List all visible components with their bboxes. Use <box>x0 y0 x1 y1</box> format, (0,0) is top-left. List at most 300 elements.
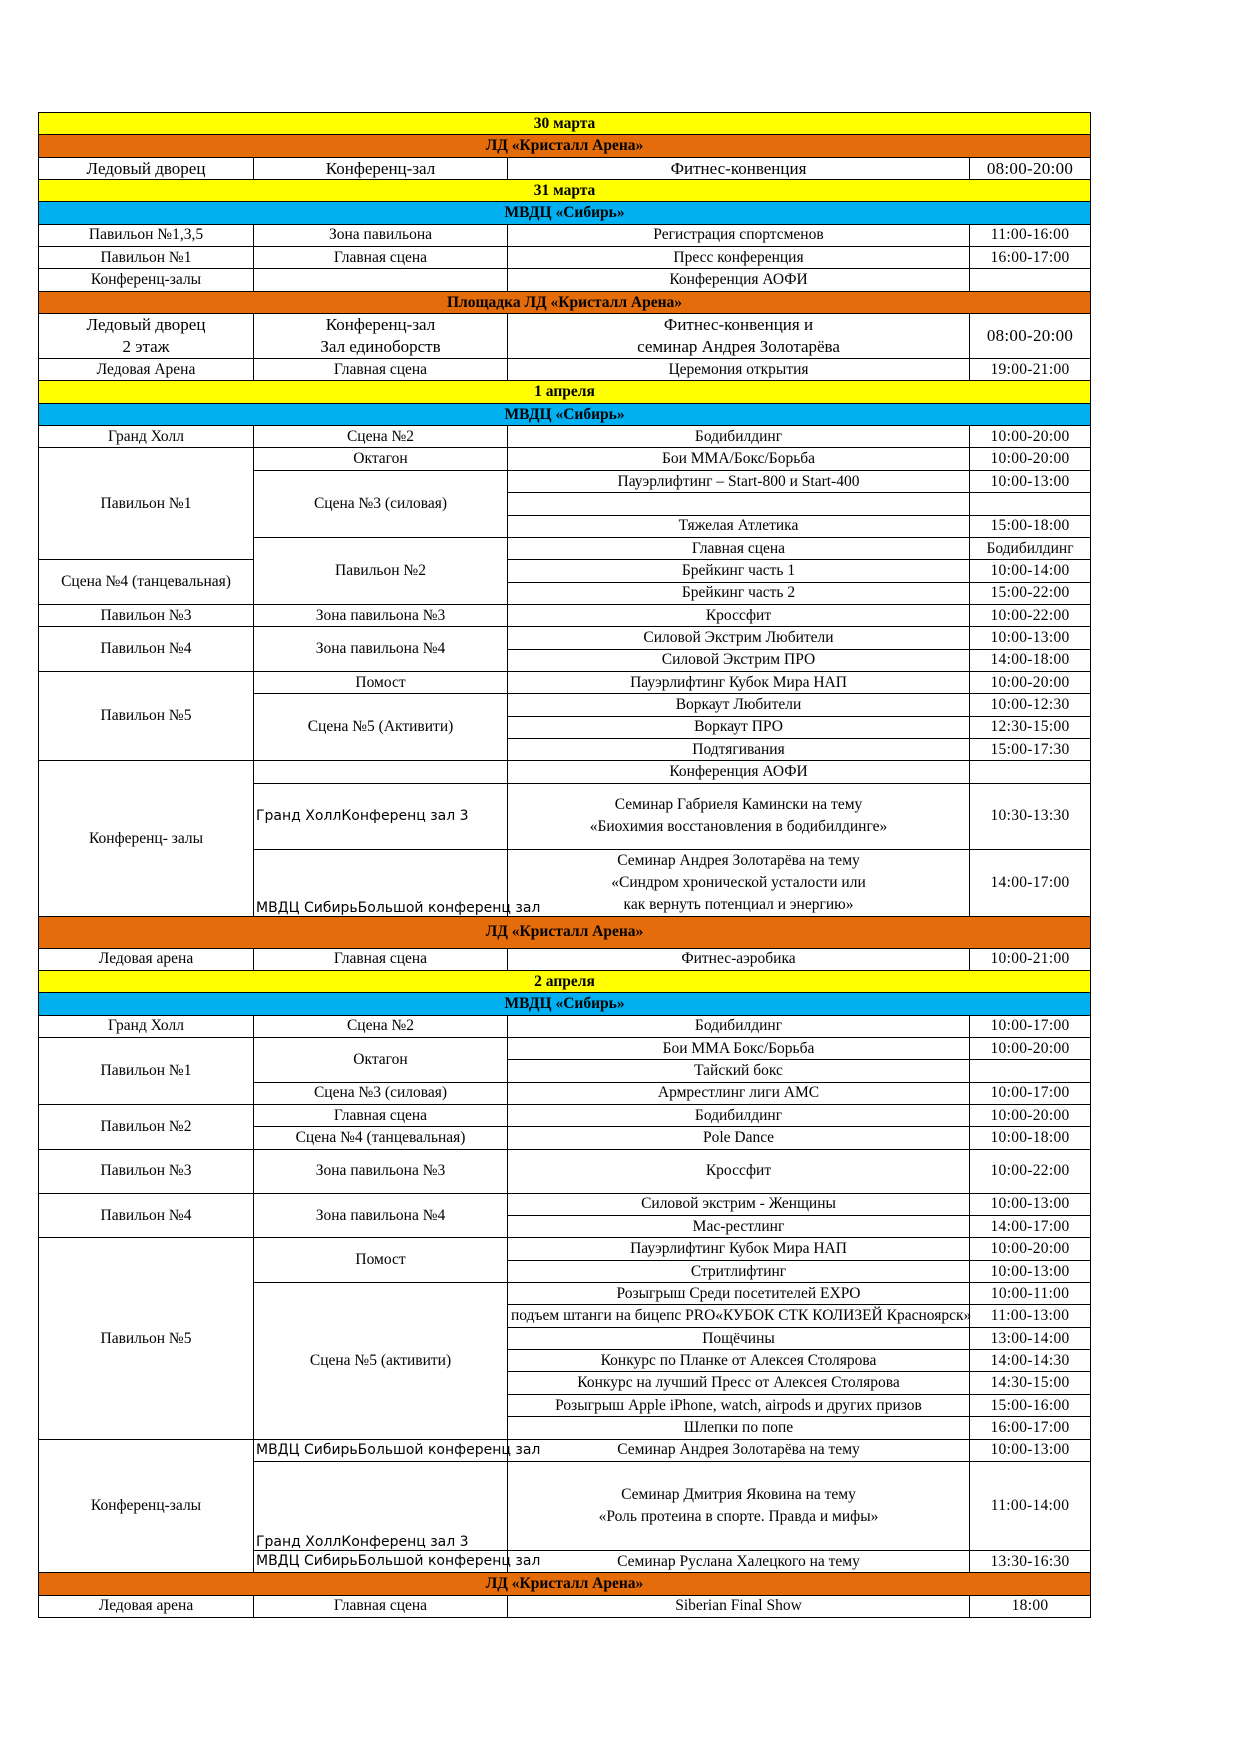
cell-text: 15:00-18:00 <box>990 517 1070 535</box>
cell-text: Павильон №2 <box>100 1117 192 1135</box>
time-cell <box>970 783 1091 849</box>
cell-text: 08:00-20:00 <box>986 158 1074 178</box>
schedule-cell <box>254 359 508 381</box>
schedule-cell <box>508 426 970 448</box>
schedule-cell <box>254 1105 508 1127</box>
cell-text: Сцена №3 (силовая) <box>313 494 448 512</box>
cell-text: Брейкинг часть 1 <box>681 561 796 579</box>
schedule-cell <box>39 157 254 179</box>
cell-text: Зона павильона <box>328 226 433 244</box>
cell-text: 10:00-11:00 <box>990 1284 1070 1302</box>
time-cell <box>970 738 1091 760</box>
cell-text: 2 этаж <box>122 337 170 357</box>
cell-text: Главная сцена <box>691 539 786 557</box>
time-cell <box>970 1216 1091 1238</box>
cell-text: Зона павильона №4 <box>315 640 446 658</box>
schedule-cell <box>39 761 254 916</box>
schedule-cell <box>254 269 508 291</box>
schedule-cell <box>970 537 1091 559</box>
cell-text: Главная сцена <box>333 360 428 378</box>
cell-text: Семинар Руслана Халецкого на тему <box>617 1552 860 1570</box>
schedule-cell <box>508 1149 970 1193</box>
cell-text: Сцена №4 (танцевальная) <box>61 573 231 591</box>
schedule-cell <box>508 1327 970 1349</box>
cell-text: Ледовая арена <box>98 950 194 968</box>
schedule-cell <box>39 671 254 760</box>
schedule-row <box>39 604 1091 626</box>
schedule-cell <box>508 716 970 738</box>
time-cell <box>970 1550 1091 1572</box>
cell-text: 10:00-20:00 <box>990 1240 1070 1258</box>
cell-text: 11:00-13:00 <box>990 1307 1070 1325</box>
schedule-cell <box>254 849 541 916</box>
cell-text: Армрестлинг лиги AMC <box>657 1084 820 1102</box>
cell-text: 10:00-21:00 <box>990 950 1070 968</box>
schedule-cell <box>970 269 1091 291</box>
cell-text: Шлепки по попе <box>683 1418 794 1436</box>
cell-text: Воркаут ПРО <box>694 718 783 736</box>
schedule-row <box>39 1015 1091 1037</box>
schedule-cell <box>254 627 508 672</box>
schedule-cell <box>508 314 970 359</box>
time-cell <box>970 1015 1091 1037</box>
time-cell <box>970 1439 1091 1461</box>
schedule-cell <box>508 269 970 291</box>
time-cell <box>970 157 1091 179</box>
cell-text: Тайский бокс <box>694 1062 783 1080</box>
time-cell <box>970 1149 1091 1193</box>
cell-text: Конференц-залы <box>90 271 202 289</box>
cell-text: 10:00-20:00 <box>990 450 1070 468</box>
time-cell <box>970 1394 1091 1416</box>
cell-text: Павильон №4 <box>100 1206 192 1224</box>
cell-text: Ледовая Арена <box>96 360 196 378</box>
cell-text: 10:00-13:00 <box>990 1441 1070 1459</box>
cell-text: 10:00-20:00 <box>990 427 1070 445</box>
cell-text: 18:00 <box>1011 1597 1049 1615</box>
schedule-cell <box>508 649 970 671</box>
cell-text: Конференц-залы <box>90 1496 202 1514</box>
time-cell <box>970 1350 1091 1372</box>
time-cell <box>970 470 1091 492</box>
schedule-row <box>39 1238 1091 1260</box>
schedule-row <box>39 1595 1091 1617</box>
cell-text: Бодибилдинг <box>694 427 783 445</box>
time-cell <box>970 560 1091 582</box>
date-header: 31 марта <box>39 180 1091 202</box>
cell-text: 14:30-15:00 <box>990 1374 1070 1392</box>
cell-text: Зал единоборств <box>320 337 441 357</box>
cell-text: Ледовый дворец <box>86 158 206 178</box>
cell-text: Павильон №1,3,5 <box>88 226 204 244</box>
cell-text: «Роль протеина в спорте. Правда и мифы» <box>598 1507 879 1525</box>
schedule-row <box>39 761 1091 783</box>
cell-text: Главная сцена <box>333 1106 428 1124</box>
schedule-cell <box>508 1550 970 1572</box>
cell-text: 10:00-17:00 <box>990 1084 1070 1102</box>
time-cell <box>970 649 1091 671</box>
cell-text: 15:00-16:00 <box>990 1396 1070 1414</box>
schedule-cell <box>970 1060 1091 1082</box>
cell-text: Брейкинг часть 2 <box>681 584 796 602</box>
cell-text: Подтягивания <box>692 740 785 758</box>
cell-text: МВДЦ СибирьБольшой конференц зал <box>256 1442 541 1459</box>
time-cell <box>970 582 1091 604</box>
schedule-cell <box>39 247 254 269</box>
schedule-row <box>39 269 1091 291</box>
section-header-row <box>39 202 1091 224</box>
time-cell <box>970 671 1091 693</box>
schedule-cell <box>254 1439 541 1461</box>
schedule-table <box>38 112 1091 1618</box>
cell-text: Октагон <box>353 1050 408 1068</box>
cell-text: Конференц-зал <box>325 315 436 335</box>
cell-text: 10:00-20:00 <box>990 1039 1070 1057</box>
cell-text: Конференц-зал <box>325 158 436 178</box>
cell-text: 10:00-20:00 <box>990 673 1070 691</box>
cell-text: семинар Андрея Золотарёва <box>637 337 840 357</box>
schedule-cell <box>508 1238 970 1260</box>
schedule-row <box>39 224 1091 246</box>
schedule-cell <box>508 1060 970 1082</box>
schedule-cell <box>254 470 508 537</box>
schedule-cell <box>254 1283 508 1439</box>
cell-text: Конкурс по Планке от Алексея Столярова <box>600 1351 877 1369</box>
schedule-cell <box>508 1461 970 1550</box>
time-cell <box>970 1283 1091 1305</box>
schedule-cell <box>254 448 508 470</box>
cell-text: Кроссфит <box>705 1162 772 1180</box>
schedule-row <box>39 948 1091 970</box>
time-cell <box>970 1461 1091 1550</box>
section-header-row <box>39 403 1091 425</box>
section-header-row <box>39 180 1091 202</box>
schedule-row <box>39 448 1091 470</box>
cell-text: Бои MMA/Бокс/Борьба <box>661 450 816 468</box>
schedule-row <box>39 1149 1091 1193</box>
schedule-cell <box>508 1283 970 1305</box>
schedule-row <box>39 157 1091 179</box>
schedule-cell <box>508 537 970 559</box>
cell-text: 10:00-22:00 <box>990 606 1070 624</box>
section-header-row <box>39 970 1091 992</box>
time-cell <box>970 448 1091 470</box>
cell-text: 10:00-13:00 <box>990 1195 1070 1213</box>
cell-text: Кроссфит <box>705 606 772 624</box>
cell-text: Стритлифтинг <box>690 1262 787 1280</box>
cell-text: Siberian Final Show <box>675 1597 802 1615</box>
time-cell <box>970 1193 1091 1215</box>
cell-text: Воркаут Любители <box>675 696 802 714</box>
cell-text: Павильон №3 <box>100 1162 192 1180</box>
cell-text: Фитнес-конвенция и <box>663 315 814 335</box>
schedule-cell <box>508 671 970 693</box>
cell-text: Семинар Дмитрия Яковина на тему <box>621 1485 856 1503</box>
cell-text: Сцена №3 (силовая) <box>313 1084 448 1102</box>
time-cell <box>970 314 1091 359</box>
schedule-row <box>39 671 1091 693</box>
cell-text: Фитнес-аэробика <box>681 950 796 968</box>
time-cell <box>970 224 1091 246</box>
schedule-cell <box>508 1216 970 1238</box>
cell-text: Павильон №4 <box>100 640 192 658</box>
time-cell <box>970 1082 1091 1104</box>
cell-text: 12:30-15:00 <box>990 718 1070 736</box>
schedule-cell <box>970 761 1091 783</box>
cell-text: Конференц- залы <box>88 829 204 847</box>
schedule-cell <box>508 1038 970 1060</box>
schedule-cell <box>508 783 970 849</box>
time-cell <box>970 1327 1091 1349</box>
schedule-cell <box>508 224 970 246</box>
cell-text: 16:00-17:00 <box>990 1418 1070 1436</box>
schedule-cell <box>508 1082 970 1104</box>
cell-text: Павильон №3 <box>100 606 192 624</box>
schedule-cell <box>508 1372 970 1394</box>
cell-text: Павильон №5 <box>100 1329 192 1347</box>
cell-text: Сцена №5 (активити) <box>309 1351 452 1369</box>
schedule-cell <box>254 783 508 849</box>
cell-text: «Биохимия восстановления в бодибилдинге» <box>589 818 888 836</box>
cell-text: Гранд Холл <box>108 1017 184 1035</box>
cell-text: Гранд Холл <box>108 427 184 445</box>
schedule-cell <box>39 1038 254 1105</box>
schedule-cell <box>508 470 970 492</box>
cell-text: Сцена №4 (танцевальная) <box>295 1129 466 1147</box>
cell-text: Розыгрыш Среди посетителей EXPO <box>616 1284 861 1302</box>
cell-text: Семинар Габриеля Камински на тему <box>614 796 863 814</box>
cell-text: 14:00-17:00 <box>990 1217 1070 1235</box>
time-cell <box>970 1417 1091 1439</box>
cell-text: 14:00-18:00 <box>990 651 1070 669</box>
schedule-cell <box>508 604 970 626</box>
cell-text: Семинар Андрея Золотарёва на тему <box>617 851 860 869</box>
schedule-cell <box>508 761 970 783</box>
schedule-cell <box>508 948 970 970</box>
cell-text: Сцена №2 <box>346 1017 415 1035</box>
cell-text: 16:00-17:00 <box>990 248 1070 266</box>
schedule-cell <box>508 515 970 537</box>
section-header-row <box>39 291 1091 313</box>
cell-text: Помост <box>355 673 406 691</box>
cell-text: 10:00-18:00 <box>990 1129 1070 1147</box>
schedule-row <box>39 1038 1091 1060</box>
date-header: 1 апреля <box>39 381 1091 403</box>
schedule-cell <box>254 1082 508 1104</box>
cell-text: Бодибилдинг <box>986 539 1074 557</box>
schedule-cell <box>254 604 508 626</box>
cell-text: 14:00-14:30 <box>990 1351 1070 1369</box>
schedule-cell <box>39 1193 254 1238</box>
cell-text: 15:00-22:00 <box>990 584 1070 602</box>
cell-text: Павильон №1 <box>100 248 192 266</box>
cell-text: Главная сцена <box>333 248 428 266</box>
schedule-cell <box>508 1350 970 1372</box>
cell-text: 10:00-12:30 <box>990 696 1070 714</box>
schedule-cell <box>39 1149 254 1193</box>
schedule-cell <box>508 1193 970 1215</box>
venue-header: МВДЦ «Сибирь» <box>39 403 1091 425</box>
schedule-cell <box>39 627 254 672</box>
schedule-cell <box>39 1238 254 1439</box>
schedule-cell <box>39 448 254 560</box>
schedule-cell <box>508 1417 970 1439</box>
schedule-cell <box>254 948 508 970</box>
cell-text: Пауэрлифтинг Кубок Мира НАП <box>630 1240 847 1258</box>
schedule-cell <box>508 738 970 760</box>
schedule-cell <box>39 604 254 626</box>
schedule-cell <box>39 1105 254 1150</box>
cell-text: Пауэрлифтинг – Start-800 и Start-400 <box>617 472 860 490</box>
schedule-cell <box>508 247 970 269</box>
schedule-cell <box>254 314 508 359</box>
time-cell <box>970 694 1091 716</box>
schedule-cell <box>254 224 508 246</box>
time-cell <box>970 604 1091 626</box>
schedule-cell <box>39 1439 254 1573</box>
time-cell <box>970 948 1091 970</box>
cell-text: Павильон №2 <box>335 561 426 579</box>
date-header: 30 марта <box>39 113 1091 135</box>
schedule-cell <box>39 269 254 291</box>
schedule-cell <box>508 1127 970 1149</box>
section-header-row <box>39 113 1091 135</box>
schedule-cell <box>508 1305 970 1327</box>
section-header-row <box>39 916 1091 948</box>
cell-text: Сцена №2 <box>346 427 415 445</box>
cell-text: Тяжелая Атлетика <box>678 517 799 535</box>
section-header-row <box>39 1573 1091 1595</box>
venue-header: ЛД «Кристалл Арена» <box>39 916 1091 948</box>
schedule-row <box>39 247 1091 269</box>
venue-header: МВДЦ «Сибирь» <box>39 993 1091 1015</box>
cell-text: Бодибилдинг <box>694 1106 783 1124</box>
schedule-cell <box>508 627 970 649</box>
cell-text: Конференция АОФИ <box>669 763 808 781</box>
schedule-cell <box>39 314 254 359</box>
schedule-cell <box>254 1461 508 1550</box>
schedule-cell <box>508 1015 970 1037</box>
cell-text: Зона павильона №4 <box>315 1206 446 1224</box>
cell-text: Помост <box>355 1251 406 1269</box>
cell-text: 08:00-20:00 <box>986 326 1074 346</box>
cell-text: 10:30-13:30 <box>990 807 1070 825</box>
schedule-cell <box>254 247 508 269</box>
schedule-row <box>39 560 1091 582</box>
schedule-cell <box>254 1149 508 1193</box>
schedule-cell <box>254 1038 508 1083</box>
cell-text: как вернуть потенциал и энергию» <box>623 895 854 913</box>
schedule-cell <box>508 849 970 916</box>
time-cell <box>970 627 1091 649</box>
schedule-cell <box>508 157 970 179</box>
cell-text: 10:00-14:00 <box>990 561 1070 579</box>
schedule-cell <box>254 1550 541 1572</box>
cell-text: Октагон <box>353 450 408 468</box>
cell-text: подъем штанги на бицепс PRO«КУБОК СТК КОЛИЗЕЙ Красноярск» <box>511 1307 972 1325</box>
cell-text: Фитнес-конвенция <box>670 158 807 178</box>
schedule-cell <box>508 448 970 470</box>
section-header-row <box>39 993 1091 1015</box>
schedule-cell <box>508 1260 970 1282</box>
schedule-cell <box>254 157 508 179</box>
time-cell <box>970 247 1091 269</box>
cell-text: 10:00-13:00 <box>990 628 1070 646</box>
cell-text: Ледовая арена <box>98 1597 194 1615</box>
cell-text: Главная сцена <box>333 1597 428 1615</box>
cell-text: Павильон №1 <box>100 494 192 512</box>
schedule-cell <box>970 493 1091 515</box>
cell-text: Силовой Экстрим ПРО <box>661 651 816 669</box>
schedule-cell <box>508 1439 970 1461</box>
schedule-cell <box>39 1595 254 1617</box>
schedule-row <box>39 1105 1091 1127</box>
venue-header: МВДЦ «Сибирь» <box>39 202 1091 224</box>
cell-text: Зона павильона №3 <box>315 1162 446 1180</box>
cell-text: 10:00-13:00 <box>990 472 1070 490</box>
schedule-cell <box>39 224 254 246</box>
venue-header: ЛД «Кристалл Арена» <box>39 135 1091 157</box>
schedule-row <box>39 314 1091 359</box>
schedule-cell <box>39 359 254 381</box>
section-header-row <box>39 381 1091 403</box>
time-cell <box>970 1260 1091 1282</box>
schedule-cell <box>254 426 508 448</box>
schedule-cell <box>508 560 970 582</box>
time-cell <box>970 426 1091 448</box>
cell-text: Семинар Андрея Золотарёва на тему <box>617 1441 860 1459</box>
schedule-cell <box>508 1105 970 1127</box>
cell-text: 11:00-14:00 <box>990 1496 1070 1514</box>
cell-text: Бои MMA Бокс/Борьба <box>662 1039 815 1057</box>
cell-text: Пресс конференция <box>673 248 804 266</box>
cell-text: 10:00-13:00 <box>990 1262 1070 1280</box>
schedule-row <box>39 1193 1091 1215</box>
time-cell <box>970 359 1091 381</box>
schedule-cell <box>254 761 508 783</box>
cell-text: Зона павильона №3 <box>315 606 446 624</box>
cell-text: 15:00-17:30 <box>990 740 1070 758</box>
cell-text: 13:30-16:30 <box>990 1552 1070 1570</box>
time-cell <box>970 1372 1091 1394</box>
schedule-cell <box>508 1394 970 1416</box>
cell-text: Регистрация спортсменов <box>653 226 824 244</box>
time-cell <box>970 1127 1091 1149</box>
cell-text: 10:00-20:00 <box>990 1106 1070 1124</box>
cell-text: 19:00-21:00 <box>990 360 1070 378</box>
venue-header: Площадка ЛД «Кристалл Арена» <box>39 291 1091 313</box>
schedule-cell <box>508 582 970 604</box>
cell-text: Павильон №5 <box>100 707 192 725</box>
schedule-cell <box>39 426 254 448</box>
time-cell <box>970 1305 1091 1327</box>
cell-text: МВДЦ СибирьБольшой конференц зал <box>256 899 541 916</box>
schedule-cell <box>508 1595 970 1617</box>
cell-text: Пауэрлифтинг Кубок Мира НАП <box>630 673 847 691</box>
schedule-row <box>39 359 1091 381</box>
cell-text: «Синдром хронической усталости или <box>611 873 866 891</box>
time-cell <box>970 1238 1091 1260</box>
schedule-cell <box>254 1238 508 1283</box>
schedule-cell <box>254 1595 508 1617</box>
schedule-body <box>39 113 1091 1618</box>
cell-text: Церемония открытия <box>668 360 809 378</box>
schedule-row <box>39 426 1091 448</box>
cell-text: Конкурс на лучший Пресс от Алексея Столярова <box>577 1374 900 1392</box>
schedule-cell <box>254 537 508 604</box>
cell-text: Гранд ХоллКонференц зал 3 <box>256 808 469 825</box>
cell-text: Силовой экстрим - Женщины <box>641 1195 836 1213</box>
